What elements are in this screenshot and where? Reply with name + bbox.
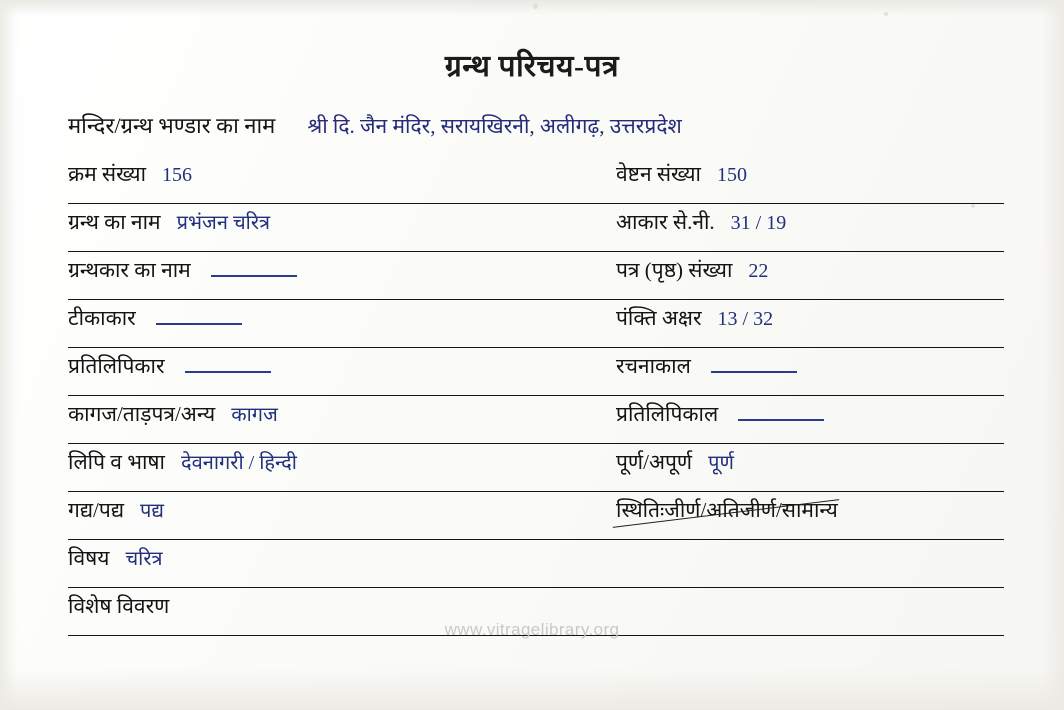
field-row [68,350,1004,398]
paper-edge-top [0,0,1064,16]
blank-value-underline [185,371,271,373]
field-rule [616,299,1004,300]
field-row [68,206,1004,254]
field-label: ग्रन्थकार का नाम [68,258,191,282]
blank-value-underline [711,371,797,373]
field-rule [68,539,616,540]
field-label: विशेष विवरण [68,594,170,618]
field-value: कागज [231,404,278,426]
paper-speck [884,12,888,16]
temple-name-label: मन्दिर/ग्रन्थ भण्डार का नाम [68,113,276,138]
field-rule [68,203,616,204]
field-granthkar-ka-naam [68,256,616,302]
field-label: वेष्टन संख्या [616,162,701,186]
field-rule [68,491,616,492]
field-row [68,494,1004,542]
field-veshtan-sankhya [616,160,1004,206]
field-sthiti [616,496,1004,542]
field-row [68,158,1004,206]
field-rule [616,539,1004,540]
temple-name-value: श्री दि. जैन मंदिर, सरायखिरनी, अलीगढ़, उत्तरप्रदेश [307,114,682,138]
field-rule [68,395,616,396]
field-rule [616,251,1004,252]
field-pratilipikal [616,400,1004,446]
temple-name-row [68,110,998,140]
field-row [68,302,1004,350]
blank-value-underline [211,275,297,277]
field-rule [68,299,616,300]
field-label: प्रतिलिपिकार [68,354,165,378]
field-pratilipikar [68,352,616,398]
field-row [68,398,1004,446]
field-value: पूर्ण [708,452,734,474]
field-krama-sankhya [68,160,616,206]
field-label: पत्र (पृष्ठ) संख्या [616,258,733,282]
field-value: प्रभंजन चरित्र [176,212,271,234]
field-label: टीकाकार [68,306,136,330]
field-label: प्रतिलिपिकाल [616,402,719,426]
field-rule [616,203,1004,204]
field-rule [68,443,616,444]
page-title: ग्रन्थ परिचय-पत्र [444,50,620,83]
field-rule [616,443,1004,444]
field-label: गद्य/पद्य [68,498,125,522]
field-value: 156 [162,164,193,186]
field-lipi-bhasha [68,448,616,494]
field-label: विषय [68,546,110,570]
field-vishay [68,544,1004,590]
field-row [68,446,1004,494]
field-kagaj [68,400,616,446]
field-value: 13 / 32 [717,308,774,330]
field-label: ग्रन्थ का नाम [68,210,161,234]
field-row [68,254,1004,302]
field-label: पूर्ण/अपूर्ण [616,450,693,474]
watermark: www.vitragelibrary.org [444,620,620,639]
field-rule [616,491,1004,492]
field-rule [68,587,1004,588]
field-label: लिपि व भाषा [68,450,165,474]
field-value: 31 / 19 [730,212,787,234]
field-value: देवनागरी / हिन्दी [181,452,297,474]
fields-grid [68,158,1004,638]
paper-edge-left [0,0,18,710]
field-value: 22 [748,260,769,282]
field-label: क्रम संख्या [68,162,147,186]
field-rule [68,251,616,252]
field-row [68,542,1004,590]
field-gadya-padya [68,496,616,542]
paper-speck [533,4,538,9]
field-value: चरित्र [125,548,163,570]
field-rule [68,347,616,348]
blank-value-underline [156,323,242,325]
field-granth-ka-naam [68,208,616,254]
field-label: कागज/ताड़पत्र/अन्य [68,402,216,426]
field-value: 150 [716,164,747,186]
field-rachanakal [616,352,1004,398]
paper-edge-right [1042,0,1064,710]
field-rule [616,395,1004,396]
field-tikakar [68,304,616,350]
field-label: पंक्ति अक्षर [616,306,702,330]
field-label: आकार से.नी. [616,210,715,234]
field-pankti-akshar [616,304,1004,350]
field-rule [616,347,1004,348]
field-value: पद्य [140,500,165,522]
field-aakaar [616,208,1004,254]
field-purna-apurna [616,448,1004,494]
field-label: रचनाकाल [616,354,691,378]
blank-value-underline [738,419,824,421]
field-label: स्थितिःजीर्ण/अतिजीर्ण/सामान्य [616,496,838,530]
paper-edge-bottom [0,668,1064,710]
field-patra-sankhya [616,256,1004,302]
